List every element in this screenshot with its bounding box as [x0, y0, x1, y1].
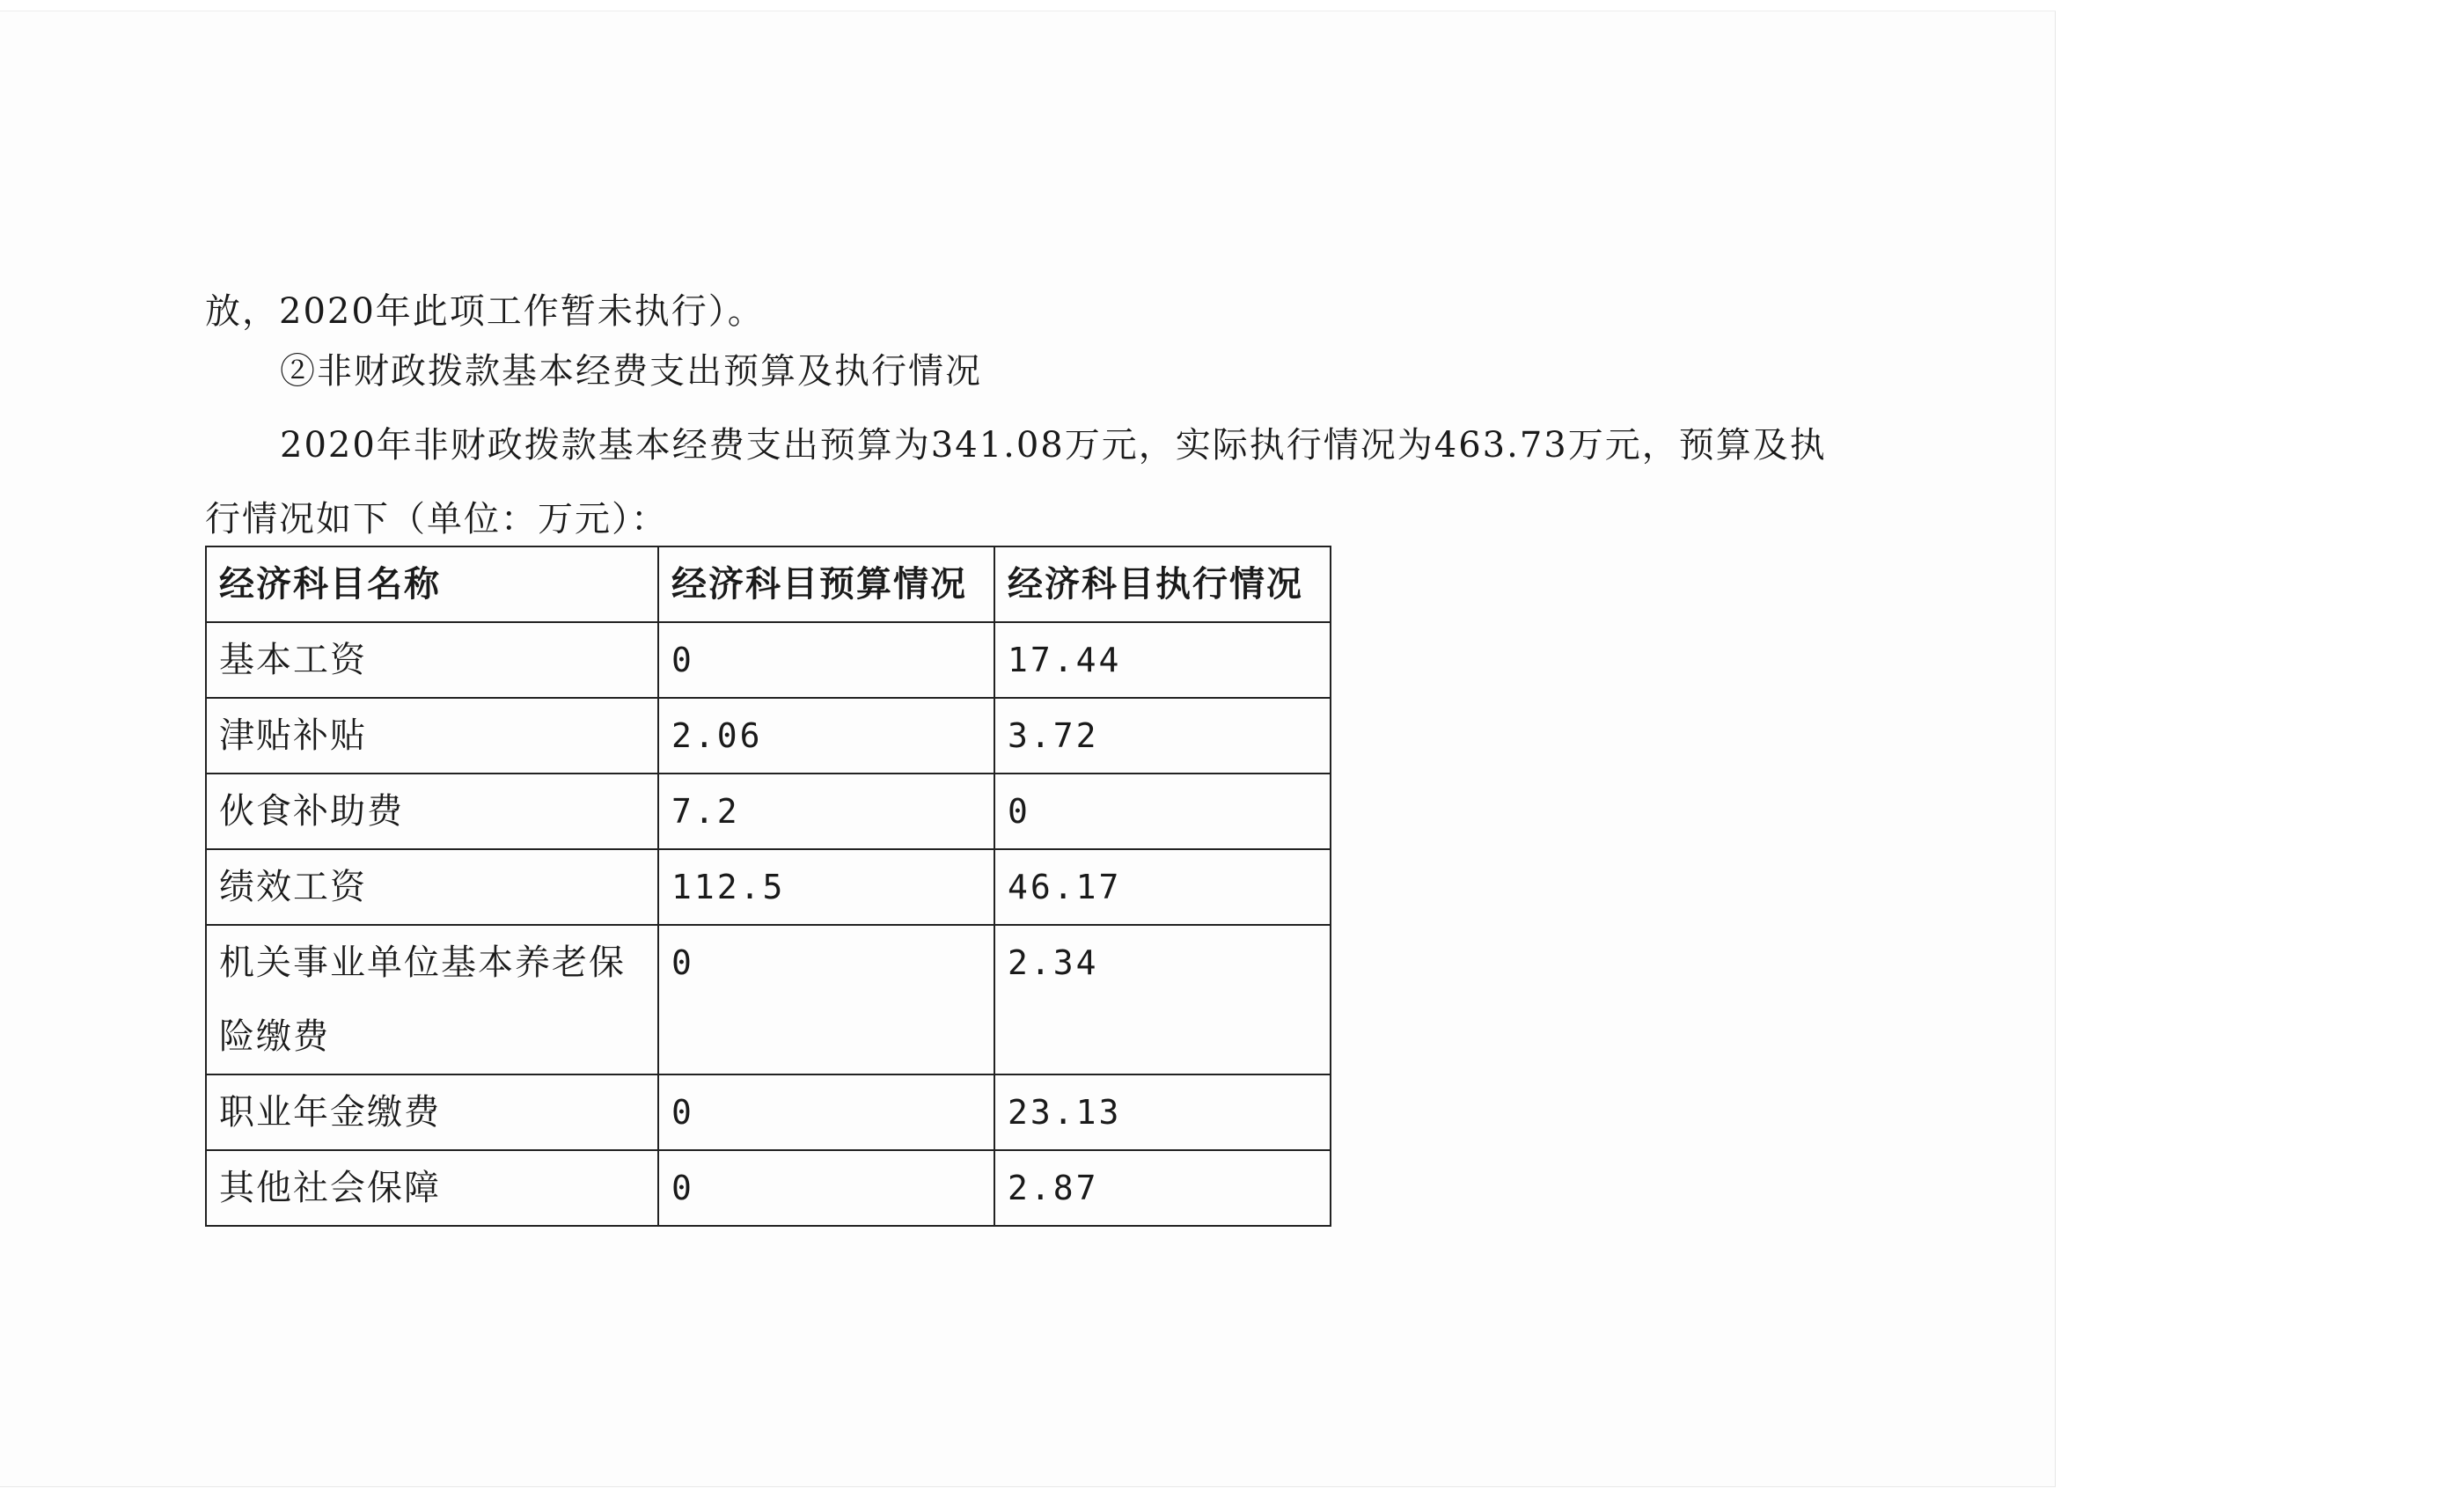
cell-actual: 0 — [994, 774, 1331, 849]
cell-budget: 0 — [658, 1150, 994, 1226]
budget-table — [205, 546, 1331, 1227]
table-row — [206, 774, 1331, 849]
cell-budget: 2.06 — [658, 698, 994, 774]
cell-name: 绩效工资 — [206, 849, 658, 925]
cell-actual: 2.87 — [994, 1150, 1331, 1226]
header-item-name: 经济科目名称 — [206, 546, 658, 622]
cell-name: 机关事业单位基本养老保 险缴费 — [206, 925, 658, 1074]
table-row — [206, 849, 1331, 925]
body-paragraph: 2020年非财政拨款基本经费支出预算为341.08万元，实际执行情况为463.73万元，预算及执 — [280, 425, 1827, 466]
section-heading: ②非财政拨款基本经费支出预算及执行情况 — [280, 351, 982, 392]
cell-actual: 3.72 — [994, 698, 1331, 774]
cell-budget: 0 — [658, 1074, 994, 1150]
table-row — [206, 1150, 1331, 1226]
cell-name: 伙食补助费 — [206, 774, 658, 849]
cell-budget: 0 — [658, 925, 994, 1074]
body-paragraph-continuation: 行情况如下（单位：万元）： — [205, 499, 668, 539]
cell-actual: 23.13 — [994, 1074, 1331, 1150]
header-execution: 经济科目执行情况 — [994, 546, 1331, 622]
text-line-continuation: 放，2020年此项工作暂未执行）。 — [205, 291, 765, 332]
table-row — [206, 698, 1331, 774]
cell-name: 职业年金缴费 — [206, 1074, 658, 1150]
cell-budget: 7.2 — [658, 774, 994, 849]
cell-name: 其他社会保障 — [206, 1150, 658, 1226]
header-budget: 经济科目预算情况 — [658, 546, 994, 622]
table-row — [206, 1074, 1331, 1150]
cell-actual: 17.44 — [994, 622, 1331, 698]
cell-actual: 46.17 — [994, 849, 1331, 925]
cell-budget: 0 — [658, 622, 994, 698]
table-row — [206, 622, 1331, 698]
cell-name: 津贴补贴 — [206, 698, 658, 774]
cell-actual: 2.34 — [994, 925, 1331, 1074]
table-row — [206, 925, 1331, 1074]
table-header-row — [206, 546, 1331, 622]
cell-name: 基本工资 — [206, 622, 658, 698]
cell-budget: 112.5 — [658, 849, 994, 925]
